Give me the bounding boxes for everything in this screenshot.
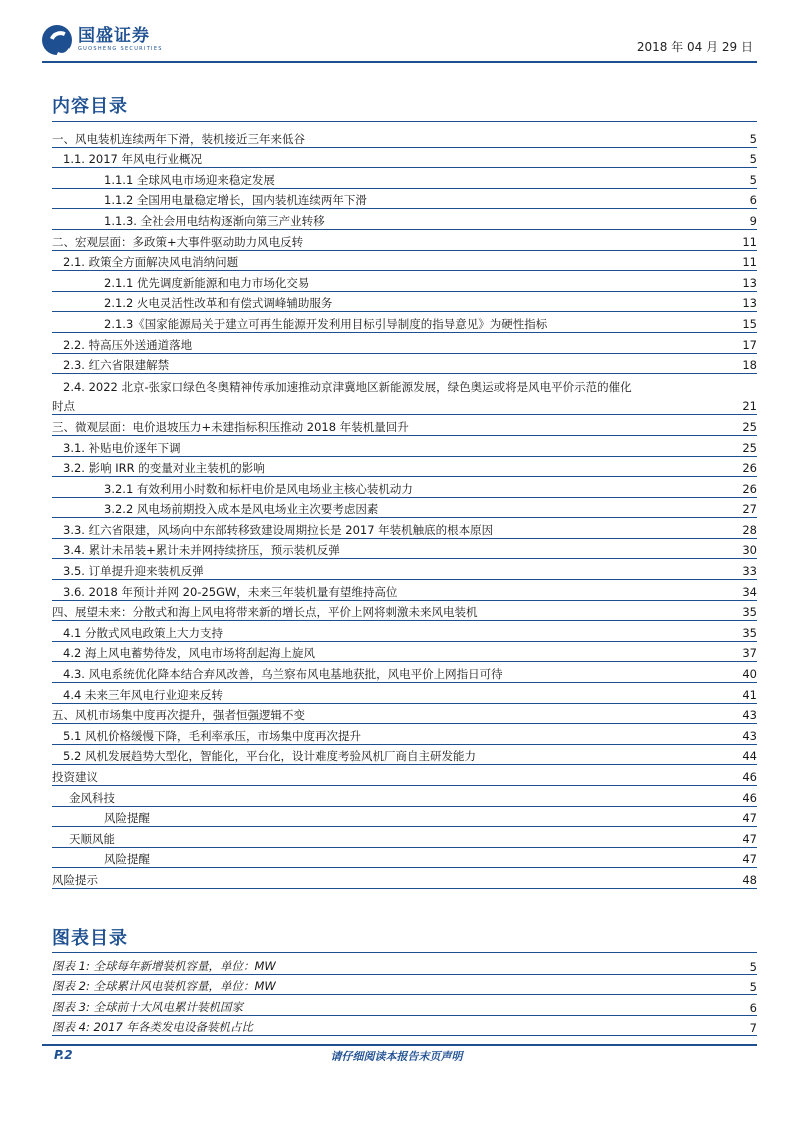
toc-entry[interactable] bbox=[52, 745, 757, 766]
disclaimer-note: 请仔细阅读本报告末页声明 bbox=[330, 1050, 463, 1063]
toc-entry-page: 13 bbox=[742, 296, 757, 311]
toc-entry[interactable] bbox=[52, 559, 757, 580]
guosheng-logo-icon bbox=[42, 25, 72, 55]
report-date: 2018 年 04 月 29 日 bbox=[636, 40, 753, 54]
toc-entry[interactable] bbox=[52, 786, 757, 807]
toc-entry-label: 一、风电装机连续两年下滑，装机接近三年来低谷 bbox=[52, 131, 305, 146]
toc-entry[interactable] bbox=[52, 333, 757, 354]
toc-entry[interactable] bbox=[52, 518, 757, 539]
toc-entry-page: 28 bbox=[742, 522, 757, 537]
toc-entry[interactable] bbox=[52, 415, 757, 436]
toc-entry-label: 2.2. 特高压外送通道落地 bbox=[63, 337, 193, 352]
toc-entry-page: 33 bbox=[742, 564, 757, 579]
toc-title: 内容目录 bbox=[52, 96, 128, 117]
logo-name-cn: 国盛证券 bbox=[78, 26, 150, 46]
toc-entry-page: 47 bbox=[742, 852, 757, 867]
toc-entry-label: 2.1.3《国家能源局关于建立可再生能源开发利用目标引导制度的指导意见》为硬性指标 bbox=[104, 316, 548, 331]
toc-entry-label: 金风科技 bbox=[69, 790, 115, 805]
toc-entry-page: 34 bbox=[742, 584, 757, 599]
toc-entry[interactable] bbox=[52, 642, 757, 663]
toc-entry-label: 1.1.1 全球风电市场迎来稳定发展 bbox=[104, 172, 275, 187]
toc-entry[interactable] bbox=[52, 683, 757, 704]
toc-entry[interactable] bbox=[52, 374, 757, 395]
page-number: P.2 bbox=[54, 1048, 73, 1062]
toc-entry-label: 2.1.2 火电灵活性改革和有偿式调峰辅助服务 bbox=[104, 296, 333, 311]
toc-entry-page: 25 bbox=[742, 440, 757, 455]
toc-entry[interactable] bbox=[52, 827, 757, 848]
toc-entry[interactable] bbox=[52, 209, 757, 230]
toc-entry[interactable] bbox=[52, 127, 757, 148]
toc-entry-label: 时点 bbox=[52, 399, 75, 414]
toc-entry[interactable] bbox=[52, 436, 757, 457]
table-of-contents bbox=[52, 127, 757, 889]
toc-entry-label: 3.2.2 风电场前期投入成本是风电场业主次要考虑因素 bbox=[104, 502, 379, 517]
toc-entry-page: 40 bbox=[742, 667, 757, 682]
toc-entry[interactable] bbox=[52, 498, 757, 519]
toc-entry-page: 46 bbox=[742, 770, 757, 784]
toc-entry-label: 三、微观层面：电价退坡压力+未建指标积压推动 2018 年装机量回升 bbox=[52, 419, 409, 434]
toc-entry-label: 四、展望未来：分散式和海上风电将带来新的增长点，平价上网将刺激未来风电装机 bbox=[52, 605, 478, 620]
figure-entry-label: 图表 1: 全球每年新增装机容量，单位：MW bbox=[52, 958, 276, 973]
toc-entry[interactable] bbox=[52, 189, 757, 210]
toc-entry[interactable] bbox=[52, 807, 757, 828]
toc-entry-page: 5 bbox=[749, 152, 757, 167]
footer-divider bbox=[42, 1044, 757, 1046]
toc-entry-page: 37 bbox=[742, 646, 757, 661]
toc-title-rule bbox=[52, 121, 757, 122]
toc-entry-page: 43 bbox=[742, 728, 757, 743]
figure-entry[interactable] bbox=[52, 995, 757, 1016]
toc-entry[interactable] bbox=[52, 292, 757, 313]
toc-entry-page: 9 bbox=[749, 213, 757, 228]
toc-entry[interactable] bbox=[52, 230, 757, 251]
toc-entry-label: 3.4. 累计未吊装+累计未并网持续挤压，预示装机反弹 bbox=[63, 543, 340, 558]
toc-entry-page: 11 bbox=[742, 255, 757, 270]
figure-list-title: 图表目录 bbox=[52, 928, 128, 949]
toc-entry[interactable] bbox=[52, 848, 757, 869]
toc-entry-label: 风险提醒 bbox=[104, 811, 150, 826]
toc-entry[interactable] bbox=[52, 251, 757, 272]
toc-entry-page: 43 bbox=[742, 708, 757, 723]
toc-entry-page: 17 bbox=[742, 337, 757, 352]
toc-entry[interactable] bbox=[52, 868, 757, 889]
toc-entry[interactable] bbox=[52, 765, 757, 786]
toc-entry-label: 3.3. 红六省限建，风场向中东部转移致建设周期拉长是 2017 年装机触底的根本原因 bbox=[63, 522, 494, 537]
toc-entry-label: 5.1 风机价格缓慢下降，毛利率承压，市场集中度再次提升 bbox=[63, 728, 361, 743]
toc-entry[interactable] bbox=[52, 724, 757, 745]
toc-entry-label: 投资建议 bbox=[52, 770, 98, 784]
toc-entry-label: 1.1.3. 全社会用电结构逐渐向第三产业转移 bbox=[104, 213, 325, 228]
toc-entry[interactable] bbox=[52, 704, 757, 725]
toc-entry-label: 3.2. 影响 IRR 的变量对业主装机的影响 bbox=[63, 461, 265, 476]
toc-entry-page: 44 bbox=[742, 749, 757, 764]
toc-entry[interactable] bbox=[52, 662, 757, 683]
toc-entry-label: 风险提醒 bbox=[104, 852, 150, 867]
toc-entry[interactable] bbox=[52, 148, 757, 169]
toc-entry-page: 47 bbox=[742, 831, 757, 846]
toc-entry-label: 五、风机市场集中度再次提升，强者恒强逻辑不变 bbox=[52, 708, 305, 723]
toc-entry-page: 46 bbox=[742, 790, 757, 805]
toc-entry-label: 3.1. 补贴电价逐年下调 bbox=[63, 440, 181, 455]
logo-name-en: GUOSHENG SECURITIES bbox=[78, 46, 163, 52]
toc-entry-page: 5 bbox=[749, 172, 757, 187]
figure-entry[interactable] bbox=[52, 954, 757, 975]
toc-entry-continued[interactable] bbox=[52, 395, 757, 416]
toc-entry-label: 3.2.1 有效利用小时数和标杆电价是风电场业主核心装机动力 bbox=[104, 481, 413, 496]
toc-entry-page: 13 bbox=[742, 275, 757, 290]
toc-entry-label: 2.1.1 优先调度新能源和电力市场化交易 bbox=[104, 275, 310, 290]
figure-list-title-rule bbox=[52, 952, 757, 953]
toc-entry[interactable] bbox=[52, 271, 757, 292]
figure-entry-page: 6 bbox=[749, 1000, 757, 1015]
toc-entry[interactable] bbox=[52, 457, 757, 478]
toc-entry[interactable] bbox=[52, 354, 757, 375]
toc-entry[interactable] bbox=[52, 168, 757, 189]
company-logo bbox=[42, 22, 163, 58]
toc-entry[interactable] bbox=[52, 312, 757, 333]
toc-entry-page: 11 bbox=[742, 234, 757, 249]
toc-entry-page: 27 bbox=[742, 502, 757, 517]
figure-entry[interactable] bbox=[52, 1016, 757, 1037]
header-divider bbox=[42, 61, 757, 63]
figure-entry-label: 图表 4: 2017 年各类发电设备装机占比 bbox=[52, 1020, 253, 1035]
figure-entry-page: 5 bbox=[749, 980, 757, 995]
toc-entry-page: 48 bbox=[742, 872, 757, 887]
toc-entry-page: 41 bbox=[742, 687, 757, 702]
toc-entry-page: 30 bbox=[742, 543, 757, 558]
toc-entry-label: 4.4 未来三年风电行业迎来反转 bbox=[63, 687, 223, 702]
figure-entry[interactable] bbox=[52, 975, 757, 996]
toc-entry-page: 35 bbox=[742, 625, 757, 640]
toc-entry-label: 天顺风能 bbox=[69, 831, 115, 846]
toc-entry-page: 5 bbox=[749, 131, 757, 146]
figure-entry-page: 5 bbox=[749, 959, 757, 974]
toc-entry-page: 35 bbox=[742, 605, 757, 620]
figure-list bbox=[52, 954, 757, 1036]
toc-entry-page: 18 bbox=[742, 358, 757, 373]
toc-entry[interactable] bbox=[52, 477, 757, 498]
toc-entry-label: 二、宏观层面：多政策+大事件驱动助力风电反转 bbox=[52, 234, 304, 249]
toc-entry-label: 3.6. 2018 年预计并网 20-25GW，未来三年装机量有望维持高位 bbox=[63, 584, 398, 599]
figure-entry-label: 图表 2: 全球累计风电装机容量，单位：MW bbox=[52, 979, 276, 994]
page-header bbox=[42, 22, 757, 62]
toc-entry-page: 15 bbox=[742, 316, 757, 331]
figure-entry-page: 7 bbox=[749, 1021, 757, 1036]
toc-entry-page: 21 bbox=[742, 399, 757, 414]
toc-entry-label: 2.4. 2022 北京-张家口绿色冬奥精神传承加速推动京津冀地区新能源发展，绿色奥运或将是风电平价示范的催化 bbox=[63, 379, 632, 394]
toc-entry-page: 47 bbox=[742, 811, 757, 826]
toc-entry-label: 1.1.2 全国用电量稳定增长，国内装机连续两年下滑 bbox=[104, 193, 367, 208]
toc-entry-label: 5.2 风机发展趋势大型化，智能化，平台化，设计难度考验风机厂商自主研发能力 bbox=[63, 749, 476, 764]
toc-entry-page: 26 bbox=[742, 461, 757, 476]
toc-entry-label: 2.1. 政策全方面解决风电消纳问题 bbox=[63, 255, 239, 270]
toc-entry-label: 2.3. 红六省限建解禁 bbox=[63, 358, 170, 373]
toc-entry-page: 26 bbox=[742, 481, 757, 496]
figure-entry-label: 图表 3: 全球前十大风电累计装机国家 bbox=[52, 999, 244, 1014]
toc-entry-label: 3.5. 订单提升迎来装机反弹 bbox=[63, 564, 204, 579]
toc-entry[interactable] bbox=[52, 539, 757, 560]
toc-entry-label: 4.1 分散式风电政策上大力支持 bbox=[63, 625, 223, 640]
toc-entry-label: 4.3. 风电系统优化降本结合弃风改善，乌兰察布风电基地获批，风电平价上网指日可待 bbox=[63, 667, 503, 682]
toc-entry-label: 风险提示 bbox=[52, 872, 98, 887]
toc-entry-label: 1.1. 2017 年风电行业概况 bbox=[63, 152, 203, 167]
toc-entry-page: 25 bbox=[742, 419, 757, 434]
toc-entry[interactable] bbox=[52, 621, 757, 642]
toc-entry[interactable] bbox=[52, 601, 757, 622]
toc-entry-page: 6 bbox=[749, 193, 757, 208]
toc-entry[interactable] bbox=[52, 580, 757, 601]
toc-entry-label: 4.2 海上风电蓄势待发，风电市场将刮起海上旋风 bbox=[63, 646, 315, 661]
